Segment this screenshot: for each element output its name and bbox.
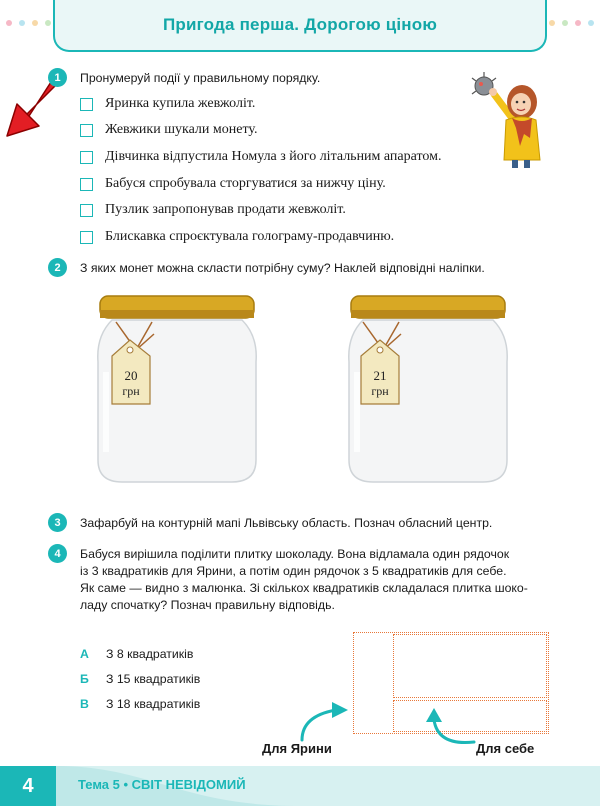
answer-option-c[interactable] (80, 697, 200, 711)
answer-letter: В (80, 697, 89, 711)
chocolate-remaining-area (393, 634, 547, 698)
answer-option-a[interactable] (80, 647, 193, 661)
girl-with-robot-illustration (466, 68, 552, 170)
checklist-item-label: Пузлик запропонував продати жевжоліт. (105, 202, 346, 217)
chapter-title: Пригода перша. Дорогою ціною (162, 15, 438, 34)
checklist-item-label: Блискавка спроєктувала голограму-продавчиню. (105, 229, 395, 244)
task-3-number: 3 (48, 513, 67, 532)
task-3-instruction: Зафарбуй на контурній мапі Львівську область. Познач обласний центр. (80, 516, 493, 530)
curved-arrow-icon (296, 698, 356, 742)
answer-text: З 18 квадратиків (106, 697, 201, 711)
answer-text: З 8 квадратиків (106, 647, 194, 661)
chapter-title-banner (53, 0, 547, 52)
answer-letter: Б (80, 672, 89, 686)
answer-text: З 15 квадратиків (106, 672, 201, 686)
label-for-self: Для себе (476, 741, 535, 756)
jar-20 (92, 292, 262, 488)
checkbox[interactable] (80, 124, 93, 137)
checklist-item[interactable] (80, 149, 442, 165)
page-number: 4 (0, 766, 56, 806)
checkbox[interactable] (80, 204, 93, 217)
checklist-item[interactable] (80, 96, 255, 112)
checklist-item[interactable] (80, 229, 394, 245)
checklist-item[interactable] (80, 122, 258, 138)
checkbox[interactable] (80, 98, 93, 111)
checklist-item-label: Дівчинка відпустила Номула з його літальним апаратом. (105, 149, 442, 164)
task-4-line: Бабуся вирішила поділити плитку шоколаду. Вона відламала один рядочок (80, 547, 510, 561)
checkbox[interactable] (80, 178, 93, 191)
task-2-instruction: З яких монет можна скласти потрібну суму? Наклей відповідні наліпки. (80, 261, 485, 275)
jar-20-unit: грн (122, 384, 140, 398)
jar-21-unit: грн (371, 384, 389, 398)
jar-21 (343, 292, 513, 488)
answer-option-b[interactable] (80, 672, 200, 686)
checkbox[interactable] (80, 151, 93, 164)
task-1-number: 1 (48, 68, 67, 87)
checklist-item-label: Бабуся спробувала сторгуватися за нижчу ціну. (105, 176, 386, 191)
curved-arrow-icon (422, 708, 478, 748)
footer-topic: Тема 5 • СВІТ НЕВІДОМИЙ (78, 777, 246, 792)
checklist-item[interactable] (80, 176, 386, 192)
checklist-item[interactable] (80, 202, 346, 218)
task-4-line: Як саме — видно з малюнка. Зі скількох квадратиків складалася плитка шоко- (80, 581, 528, 595)
checkbox[interactable] (80, 231, 93, 244)
task-4-number: 4 (48, 544, 67, 563)
task-1-instruction: Пронумеруй події у правильному порядку. (80, 71, 321, 85)
task-2-number: 2 (48, 258, 67, 277)
checklist-item-label: Жевжики шукали монету. (105, 122, 258, 137)
jar-21-amount: 21 (373, 368, 387, 383)
task-4-line: із 3 квадратиків для Ярини, а потім один рядочок з 5 квадратиків для себе. (80, 564, 507, 578)
answer-letter: А (80, 647, 89, 661)
red-arrow-icon (3, 80, 59, 140)
checklist-item-label: Яринка купила жевжоліт. (105, 96, 256, 111)
jar-20-amount: 20 (124, 368, 138, 383)
task-4-text (80, 546, 546, 614)
label-for-yaryna: Для Ярини (262, 741, 332, 756)
task-4-line: ладу спочатку? Познач правильну відповідь. (80, 598, 335, 612)
